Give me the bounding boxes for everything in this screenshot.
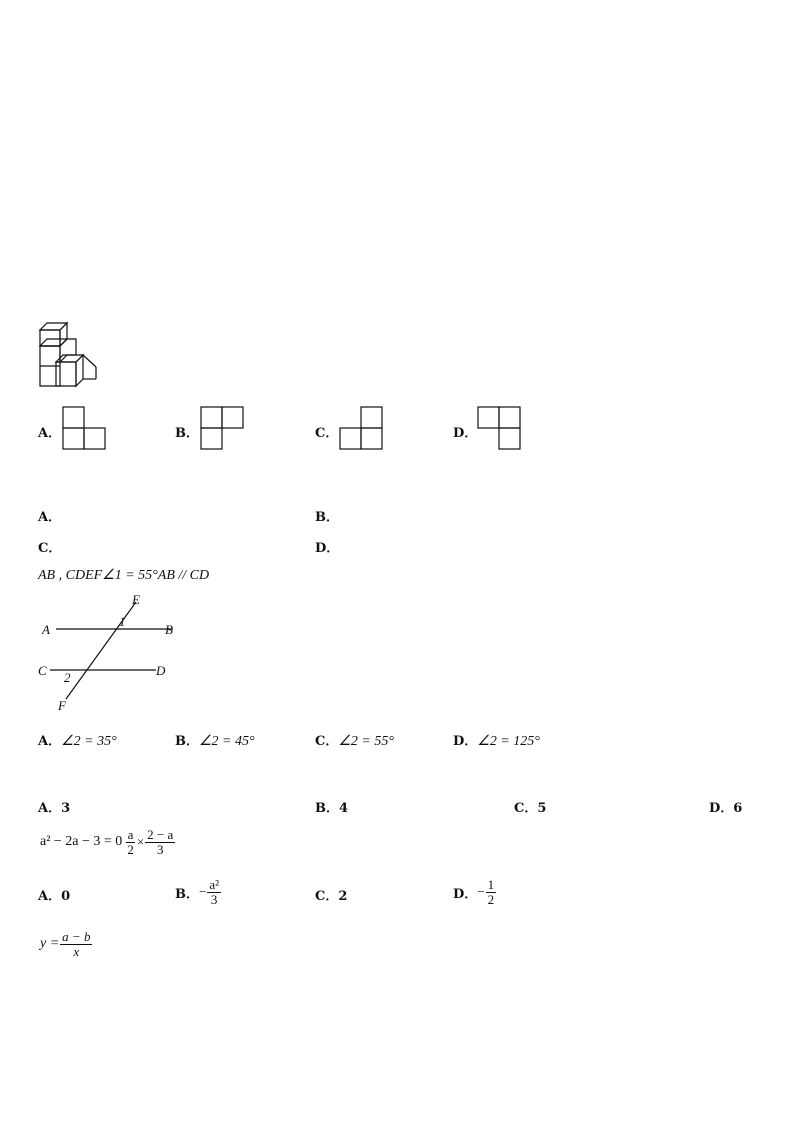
q3-option-a[interactable] [38,730,117,750]
q5-fraction-2-numerator: 2 − a [147,826,174,842]
q3-line-ef: EF [85,568,103,583]
q5-times: × [136,834,145,849]
q5-option-c-text: 2 [338,889,348,904]
q3-option-d-letter: D． [453,734,478,749]
q3-label-angle1: 1 [119,614,126,629]
q5-fraction-1-numerator: a [127,826,134,842]
q3-parallel: AB // CD [157,568,210,583]
q1-option-d-label[interactable]: D． [453,426,478,441]
question-6-stem [38,924,93,964]
q1-option-a-label[interactable]: A． [38,426,62,441]
q2-option-a-letter: A． [38,510,62,525]
q6-fraction [60,930,92,959]
q5-option-a[interactable] [38,885,70,904]
q4-option-c-letter: C． [514,801,538,816]
q3-label-a: A [42,622,50,637]
q3-option-b-letter: B． [175,734,199,749]
q2-option-d-letter: D． [315,541,340,556]
q1-option-b-figure [200,406,244,450]
q5-option-d[interactable] [453,872,497,912]
q3-label-e: E [132,592,140,607]
q1-option-a-figure [62,406,106,450]
q2-option-c-letter: C． [38,541,62,556]
q3-option-a-text: ∠2 = 35° [61,734,117,749]
q2-option-d[interactable] [315,537,339,556]
q2-option-b[interactable] [315,506,339,525]
q3-option-d-text: ∠2 = 125° [477,734,540,749]
q5-option-b-letter: B． [175,886,199,902]
q5-option-b-fraction [207,878,221,907]
q3-option-b-text: ∠2 = 45° [199,734,255,749]
q5-option-d-letter: D． [453,886,478,902]
q6-y-equals: y = [40,936,60,951]
q5-option-d-fraction [486,878,497,907]
q5-option-b-sign: − [199,884,207,899]
q5-option-a-text: 0 [61,889,71,904]
q5-fraction-1-denominator: 2 [127,841,134,857]
q3-option-c-letter: C． [315,734,339,749]
q4-option-b[interactable] [315,797,348,816]
q1-option-b-label[interactable]: B． [175,426,199,441]
q3-label-c: C [38,663,47,678]
q5-option-b-denominator: 3 [210,891,218,907]
q3-option-c[interactable] [315,730,394,750]
q1-option-c-label[interactable]: C． [315,426,339,441]
q5-option-d-sign: − [477,884,485,899]
q5-fraction-2-denominator: 3 [156,841,164,857]
q6-fraction-denominator: x [73,943,80,959]
q4-option-a-text: 3 [61,801,71,816]
q4-option-b-letter: B． [315,801,339,816]
q3-option-d[interactable] [453,730,540,750]
q4-option-a[interactable] [38,797,70,816]
q2-option-c[interactable] [38,537,61,556]
q5-option-d-denominator: 2 [487,891,495,907]
q1-option-d-figure [477,406,521,450]
q2-option-b-letter: B． [315,510,339,525]
q2-option-a[interactable] [38,506,61,525]
q5-option-c[interactable] [315,885,347,904]
q3-option-c-text: ∠2 = 55° [338,734,394,749]
q1-option-c-figure [339,406,383,450]
q4-option-b-text: 4 [339,801,349,816]
q3-angle-1: ∠1 = 55° [102,568,158,583]
q4-option-d-text: 6 [733,801,743,816]
q4-option-d[interactable] [709,797,742,816]
q3-option-a-letter: A． [38,734,62,749]
q6-fraction-numerator: a − b [62,928,91,944]
q3-label-angle2: 2 [64,670,71,685]
q3-lines-ab-cd: AB , CD [38,568,86,583]
q4-option-a-letter: A． [38,801,62,816]
question-3-stem [38,567,209,584]
question-5-stem [38,822,176,862]
q4-option-c[interactable] [514,797,546,816]
q5-option-a-letter: A． [38,889,62,904]
q5-option-b-numerator: a² [209,876,220,892]
q5-fraction-1 [125,828,136,857]
q5-equation: a² − 2a − 3 = 0 [40,834,123,849]
q5-option-b[interactable] [175,872,222,912]
q3-label-b: B [165,622,173,637]
q5-option-d-numerator: 1 [487,876,495,892]
q3-label-d: D [156,663,166,678]
q3-geometry-figure [38,592,188,714]
q5-option-c-letter: C． [315,889,339,904]
q5-fraction-2 [145,828,175,857]
q3-option-b[interactable] [175,730,255,750]
q4-option-d-letter: D． [709,801,734,816]
q1-cube-figure [38,322,98,388]
q3-label-f: F [58,698,66,713]
q4-option-c-text: 5 [537,801,547,816]
